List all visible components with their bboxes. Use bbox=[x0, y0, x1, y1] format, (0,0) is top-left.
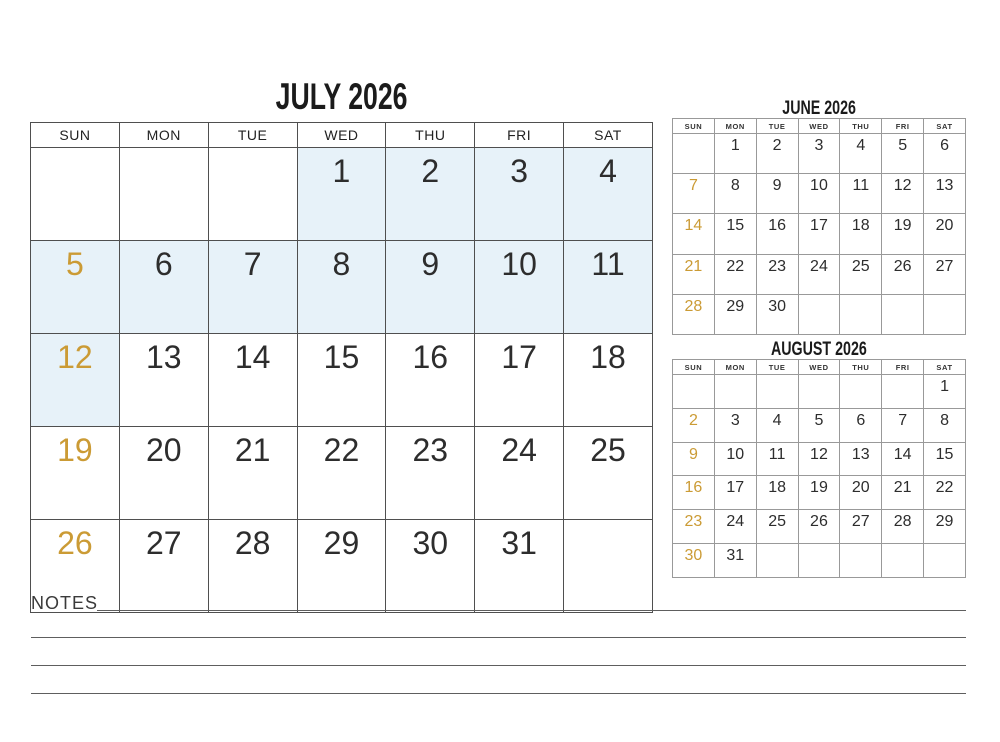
day-cell bbox=[714, 375, 756, 409]
day-cell: 25 bbox=[756, 510, 798, 544]
day-cell bbox=[882, 294, 924, 334]
day-cell: 4 bbox=[564, 148, 653, 241]
day-cell bbox=[208, 148, 297, 241]
day-cell: 22 bbox=[924, 476, 966, 510]
week-row bbox=[31, 334, 653, 427]
week-row bbox=[673, 214, 966, 254]
day-cell: 27 bbox=[840, 510, 882, 544]
day-cell: 20 bbox=[119, 427, 208, 520]
day-cell: 14 bbox=[882, 442, 924, 476]
day-cell bbox=[840, 294, 882, 334]
main-month-title-text: JULY 2026 bbox=[275, 76, 408, 117]
mini-month-title-june-text: JUNE 2026 bbox=[782, 98, 856, 119]
day-cell bbox=[31, 148, 120, 241]
day-cell bbox=[798, 375, 840, 409]
day-cell: 21 bbox=[208, 427, 297, 520]
mini-month-title-june bbox=[672, 98, 966, 120]
day-cell bbox=[564, 520, 653, 613]
day-cell: 18 bbox=[564, 334, 653, 427]
day-cell: 27 bbox=[119, 520, 208, 613]
day-cell: 9 bbox=[386, 241, 475, 334]
week-row bbox=[673, 544, 966, 578]
week-row bbox=[673, 254, 966, 294]
week-row bbox=[31, 427, 653, 520]
day-cell: 8 bbox=[714, 174, 756, 214]
day-header: THU bbox=[386, 123, 475, 148]
day-cell: 4 bbox=[756, 408, 798, 442]
day-cell: 18 bbox=[756, 476, 798, 510]
day-cell: 26 bbox=[31, 520, 120, 613]
day-header: TUE bbox=[756, 360, 798, 375]
week-row bbox=[31, 148, 653, 241]
day-cell: 12 bbox=[882, 174, 924, 214]
day-cell: 24 bbox=[798, 254, 840, 294]
day-cell: 16 bbox=[756, 214, 798, 254]
day-cell: 3 bbox=[798, 134, 840, 174]
day-cell: 14 bbox=[208, 334, 297, 427]
day-cell: 26 bbox=[882, 254, 924, 294]
day-cell: 6 bbox=[924, 134, 966, 174]
day-header: WED bbox=[297, 123, 386, 148]
week-row bbox=[673, 375, 966, 409]
day-cell: 13 bbox=[924, 174, 966, 214]
day-cell: 9 bbox=[673, 442, 715, 476]
day-cell: 19 bbox=[882, 214, 924, 254]
day-header: MON bbox=[119, 123, 208, 148]
week-row bbox=[31, 241, 653, 334]
week-row bbox=[673, 476, 966, 510]
day-header: SAT bbox=[564, 123, 653, 148]
day-cell: 10 bbox=[714, 442, 756, 476]
day-cell: 30 bbox=[386, 520, 475, 613]
day-cell: 23 bbox=[756, 254, 798, 294]
day-cell: 24 bbox=[475, 427, 564, 520]
day-header: FRI bbox=[882, 360, 924, 375]
day-cell: 2 bbox=[756, 134, 798, 174]
notes-line bbox=[31, 693, 966, 694]
day-header: FRI bbox=[475, 123, 564, 148]
day-cell: 25 bbox=[840, 254, 882, 294]
day-cell: 28 bbox=[882, 510, 924, 544]
day-cell: 9 bbox=[756, 174, 798, 214]
day-cell: 29 bbox=[714, 294, 756, 334]
week-row bbox=[673, 174, 966, 214]
day-header: SAT bbox=[924, 360, 966, 375]
day-cell bbox=[882, 544, 924, 578]
day-cell: 8 bbox=[297, 241, 386, 334]
day-cell: 28 bbox=[208, 520, 297, 613]
day-cell: 19 bbox=[798, 476, 840, 510]
day-cell: 13 bbox=[119, 334, 208, 427]
day-header: MON bbox=[714, 360, 756, 375]
mini-calendar-june bbox=[672, 118, 966, 335]
day-cell: 11 bbox=[564, 241, 653, 334]
week-row bbox=[673, 134, 966, 174]
week-row bbox=[673, 408, 966, 442]
day-cell: 11 bbox=[840, 174, 882, 214]
day-cell: 23 bbox=[673, 510, 715, 544]
day-cell bbox=[756, 375, 798, 409]
day-cell: 29 bbox=[297, 520, 386, 613]
day-cell bbox=[673, 134, 715, 174]
week-row bbox=[31, 520, 653, 613]
day-cell: 30 bbox=[673, 544, 715, 578]
day-cell: 30 bbox=[756, 294, 798, 334]
day-cell: 5 bbox=[798, 408, 840, 442]
day-cell: 1 bbox=[297, 148, 386, 241]
day-cell: 28 bbox=[673, 294, 715, 334]
day-cell: 8 bbox=[924, 408, 966, 442]
day-cell bbox=[840, 375, 882, 409]
day-header: FRI bbox=[882, 119, 924, 134]
day-cell: 31 bbox=[475, 520, 564, 613]
day-cell: 7 bbox=[882, 408, 924, 442]
day-cell: 3 bbox=[714, 408, 756, 442]
week-row bbox=[673, 294, 966, 334]
day-cell bbox=[924, 294, 966, 334]
day-cell: 25 bbox=[564, 427, 653, 520]
day-header: SUN bbox=[673, 360, 715, 375]
day-header: THU bbox=[840, 360, 882, 375]
day-cell bbox=[673, 375, 715, 409]
day-cell: 24 bbox=[714, 510, 756, 544]
day-cell: 27 bbox=[924, 254, 966, 294]
day-header: THU bbox=[840, 119, 882, 134]
day-cell: 1 bbox=[924, 375, 966, 409]
notes-label: NOTES bbox=[31, 593, 99, 613]
day-cell: 12 bbox=[31, 334, 120, 427]
day-cell: 29 bbox=[924, 510, 966, 544]
day-header-row bbox=[673, 119, 966, 134]
day-cell: 12 bbox=[798, 442, 840, 476]
day-cell: 15 bbox=[714, 214, 756, 254]
day-cell: 5 bbox=[882, 134, 924, 174]
mini-month-title-august bbox=[672, 339, 966, 361]
day-cell: 11 bbox=[756, 442, 798, 476]
day-header: SUN bbox=[31, 123, 120, 148]
mini-calendar-august bbox=[672, 359, 966, 578]
day-cell bbox=[924, 544, 966, 578]
day-cell: 1 bbox=[714, 134, 756, 174]
main-calendar-grid bbox=[30, 122, 653, 613]
day-cell bbox=[798, 294, 840, 334]
day-header: WED bbox=[798, 360, 840, 375]
day-header: SUN bbox=[673, 119, 715, 134]
day-cell: 6 bbox=[840, 408, 882, 442]
notes-line bbox=[31, 637, 966, 638]
day-cell: 7 bbox=[208, 241, 297, 334]
day-cell: 17 bbox=[798, 214, 840, 254]
day-cell: 16 bbox=[673, 476, 715, 510]
day-cell: 19 bbox=[31, 427, 120, 520]
day-cell bbox=[798, 544, 840, 578]
day-cell: 2 bbox=[673, 408, 715, 442]
day-cell: 18 bbox=[840, 214, 882, 254]
day-header: MON bbox=[714, 119, 756, 134]
day-cell: 22 bbox=[297, 427, 386, 520]
day-cell: 15 bbox=[924, 442, 966, 476]
day-header-row bbox=[31, 123, 653, 148]
day-cell: 10 bbox=[475, 241, 564, 334]
day-cell: 21 bbox=[882, 476, 924, 510]
day-cell: 23 bbox=[386, 427, 475, 520]
day-header: WED bbox=[798, 119, 840, 134]
day-cell: 13 bbox=[840, 442, 882, 476]
day-cell: 22 bbox=[714, 254, 756, 294]
notes-line bbox=[97, 610, 966, 611]
day-cell bbox=[840, 544, 882, 578]
day-cell: 15 bbox=[297, 334, 386, 427]
week-row bbox=[673, 510, 966, 544]
week-row bbox=[673, 442, 966, 476]
day-cell: 7 bbox=[673, 174, 715, 214]
day-cell: 4 bbox=[840, 134, 882, 174]
day-cell: 2 bbox=[386, 148, 475, 241]
day-cell: 6 bbox=[119, 241, 208, 334]
main-month-title bbox=[30, 76, 653, 118]
day-cell: 17 bbox=[714, 476, 756, 510]
notes-line bbox=[31, 665, 966, 666]
day-cell: 3 bbox=[475, 148, 564, 241]
day-header: TUE bbox=[756, 119, 798, 134]
day-cell: 5 bbox=[31, 241, 120, 334]
day-cell: 20 bbox=[840, 476, 882, 510]
day-cell bbox=[119, 148, 208, 241]
day-cell: 26 bbox=[798, 510, 840, 544]
day-cell bbox=[882, 375, 924, 409]
day-cell: 14 bbox=[673, 214, 715, 254]
day-cell: 31 bbox=[714, 544, 756, 578]
day-cell: 20 bbox=[924, 214, 966, 254]
day-cell bbox=[756, 544, 798, 578]
day-header-row bbox=[673, 360, 966, 375]
day-cell: 16 bbox=[386, 334, 475, 427]
day-header: SAT bbox=[924, 119, 966, 134]
day-header: TUE bbox=[208, 123, 297, 148]
day-cell: 10 bbox=[798, 174, 840, 214]
mini-month-title-august-text: AUGUST 2026 bbox=[771, 339, 867, 360]
day-cell: 17 bbox=[475, 334, 564, 427]
day-cell: 21 bbox=[673, 254, 715, 294]
